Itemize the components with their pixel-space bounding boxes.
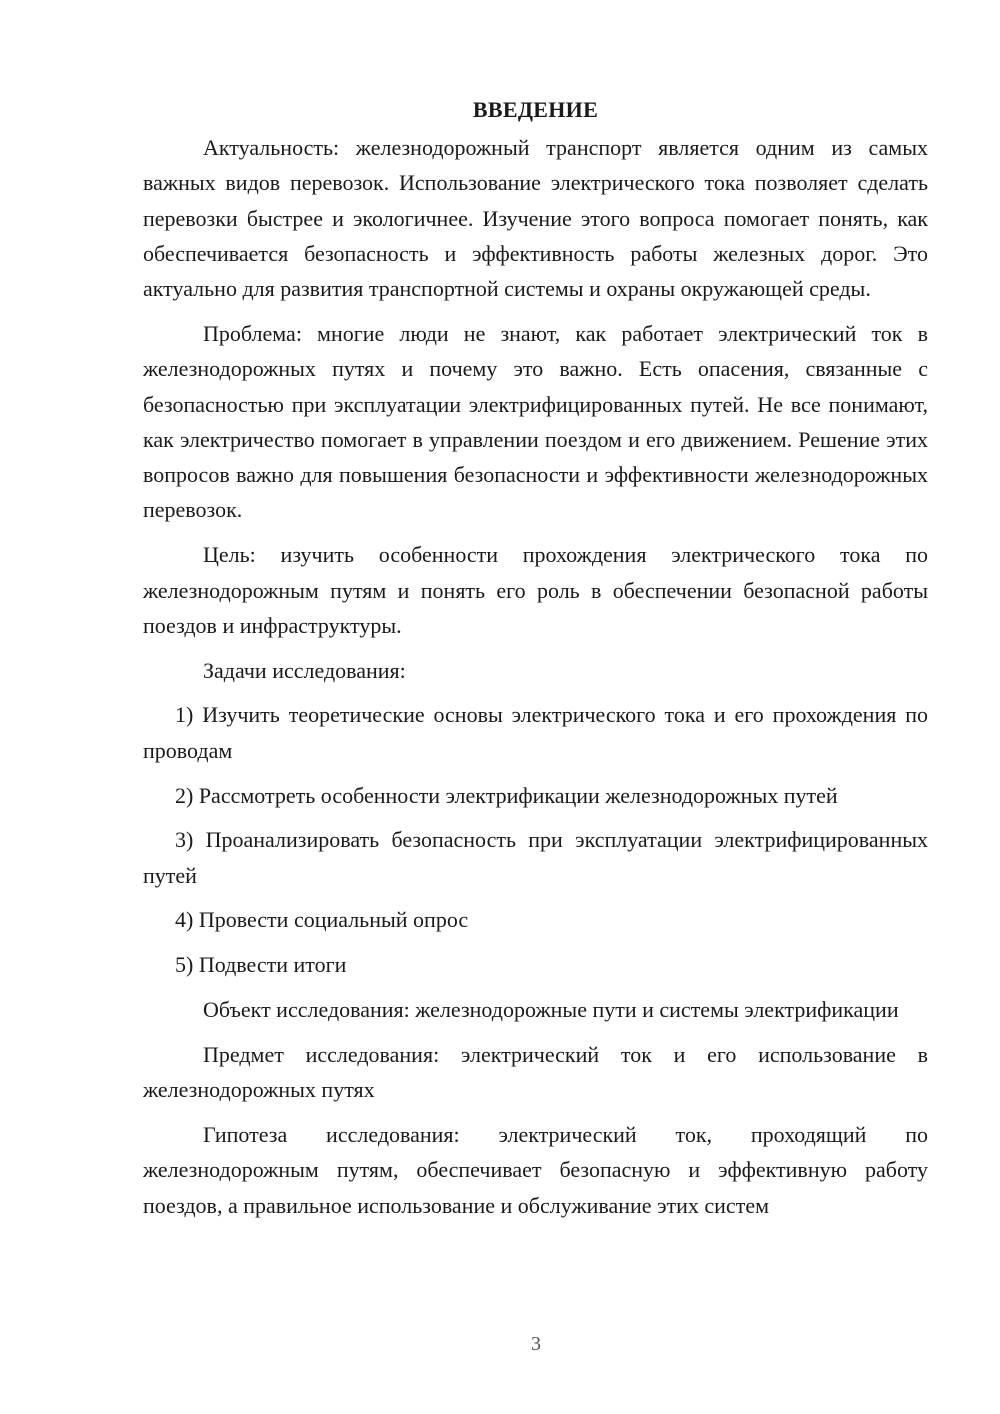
task-item-5: 5) Подвести итоги: [175, 952, 347, 978]
actuality-paragraph: Актуальность: железнодорожный транспорт является одним из самых важных видов перевозок. Использование электрического тока позволяет сделать перевозки быстрее и экологичнее. Изучение этого вопроса помогает понять, как обеспечивается безопасность и эффективность работы железных дорог. Это актуально для развития транспортной системы и охраны окружающей среды.: [143, 135, 928, 302]
hypothesis-paragraph: Гипотеза исследования: электрический ток, проходящий по железнодорожным путям, обеспечивает безопасную и эффективную работу поездов, а правильное использование и обслуживание этих систем: [143, 1121, 928, 1218]
tasks-list: [143, 697, 928, 982]
document-page: [143, 92, 928, 1232]
page-number: 3: [531, 1333, 541, 1355]
tasks-heading: Задачи исследования:: [203, 657, 406, 683]
task-item-1: 1) Изучить теоретические основы электрического тока и его прохождения по проводам: [143, 702, 928, 763]
task-item-4: 4) Провести социальный опрос: [175, 907, 469, 933]
task-item-3: 3) Проанализировать безопасность при эксплуатации электрифицированных путей: [143, 827, 928, 888]
section-heading: ВВЕДЕНИЕ: [472, 97, 599, 122]
object-paragraph: Объект исследования: железнодорожные пути и системы электрификации: [203, 997, 899, 1023]
problem-paragraph: Проблема: многие люди не знают, как работает электрический ток в железнодорожных путях и почему это важно. Есть опасения, связанные с безопасностью при эксплуатации электрифицированных путей. Не все понимают, как электричество помогает в управлении поездом и его движением. Решение этих вопросов важно для повышения безопасности и эффективности железнодорожных перевозок.: [143, 320, 928, 523]
task-item-2: 2) Рассмотреть особенности электрификации железнодорожных путей: [175, 782, 838, 808]
subject-paragraph: Предмет исследования: электрический ток и его использование в железнодорожных путях: [143, 1041, 928, 1103]
goal-paragraph: Цель: изучить особенности прохождения электрического тока по железнодорожным путям и понять его роль в обеспечении безопасной работы поездов и инфраструктуры.: [143, 542, 928, 638]
